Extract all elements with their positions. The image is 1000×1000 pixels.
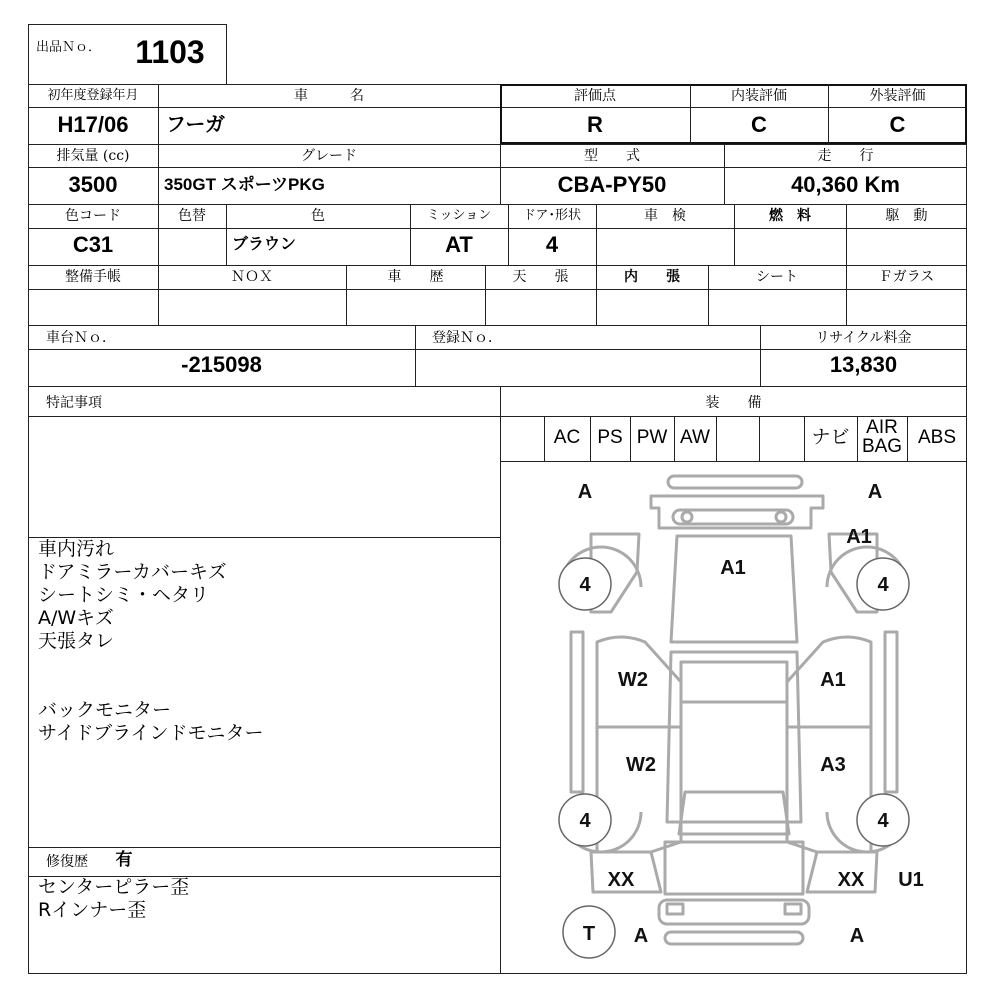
lot-label: 出品Ｎｏ．: [36, 40, 102, 55]
inspection-label: 車 検: [644, 208, 686, 224]
first-reg-label: 初年度登録年月: [47, 88, 139, 103]
repair-notes: [38, 876, 498, 922]
exterior-label: 外装評価: [869, 88, 926, 104]
inner-label: 内 張: [624, 269, 680, 285]
roof-label: 天 張: [512, 269, 569, 285]
first-reg-value: H17/06: [57, 112, 129, 137]
mark-rear-bumper-left: A: [633, 925, 649, 947]
equip-pw: PW: [636, 427, 668, 448]
mark-rear-wheel-right: 4: [877, 810, 889, 832]
remarks-line: [38, 653, 498, 676]
repaint-label: 色替: [178, 208, 206, 224]
remarks-line: 車内汚れ: [38, 538, 115, 560]
displacement-value: 3500: [68, 172, 118, 197]
history-label: 車 歴: [387, 269, 444, 285]
model-value: CBA-PY50: [557, 172, 667, 197]
remarks-line: A/Wキズ: [38, 607, 114, 629]
color-value: ブラウン: [232, 236, 297, 253]
repair-value: 有: [115, 850, 133, 870]
equip-abs: ABS: [917, 427, 957, 448]
remarks-line: [38, 676, 498, 699]
chassis-label: 車台Ｎｏ．: [46, 330, 116, 346]
remarks-line: シートシミ・ヘタリ: [38, 584, 210, 606]
score-label: 評価点: [574, 88, 616, 104]
color-code-value: C31: [72, 232, 114, 257]
mark-front-door-left: W2: [618, 669, 648, 691]
equip-ps: PS: [597, 427, 623, 448]
equip-navi: ナビ: [811, 427, 850, 448]
mark-hood: A1: [720, 557, 746, 579]
door-value: 4: [545, 232, 559, 257]
equipment-label: 装 備: [705, 395, 762, 411]
nox-label: ＮＯＸ: [231, 269, 273, 285]
repair-label: 修復歴: [46, 854, 88, 870]
mark-front-bumper-right: A: [867, 481, 883, 503]
mark-rear-door-right: A3: [820, 754, 846, 776]
car-name-label: 車 名: [294, 88, 364, 104]
remarks-line: バックモニター: [38, 699, 172, 721]
interior-value: C: [751, 112, 767, 137]
equip-airbag: AIR BAG: [861, 417, 903, 457]
mark-rear-fender-right: XX: [837, 869, 865, 891]
mission-value: AT: [445, 232, 473, 257]
mark-front-fender-right: A1: [846, 526, 872, 548]
model-label: 型 式: [584, 148, 640, 164]
car-diagram: [501, 462, 967, 974]
mark-front-bumper-left: A: [577, 481, 593, 503]
remarks-notes: [38, 538, 498, 745]
mark-front-door-right: A1: [820, 669, 846, 691]
color-label: 色: [311, 208, 325, 224]
score-value: R: [587, 112, 603, 137]
fglass-label: Ｆガラス: [878, 269, 935, 285]
mark-rear-fender-left: XX: [607, 869, 635, 891]
drive-label: 駆 動: [885, 208, 928, 224]
equip-ac: AC: [553, 427, 581, 448]
mark-front-wheel-right: 4: [877, 574, 889, 596]
lot-number: 1103: [135, 34, 205, 70]
recycle-label: リサイクル料金: [815, 330, 912, 346]
mark-rear-bumper-right: A: [849, 925, 865, 947]
remarks-line: サイドブラインドモニター: [38, 722, 264, 744]
chassis-value: -215098: [181, 352, 262, 377]
grade-value: 350GT スポーツPKG: [164, 175, 325, 194]
mark-rear-door-left: W2: [626, 754, 656, 776]
color-code-label: 色コード: [65, 208, 121, 224]
exterior-value: C: [889, 112, 906, 137]
seat-label: シート: [756, 269, 798, 285]
car-name-value: フーガ: [166, 114, 225, 136]
recycle-value: 13,830: [829, 352, 898, 377]
interior-label: 内装評価: [731, 88, 787, 104]
repair-line: センターピラー歪: [38, 876, 190, 898]
mileage-label: 走 行: [817, 148, 874, 164]
mark-rear-quarter-right: U1: [898, 869, 924, 891]
mileage-value: 40,360 Km: [791, 172, 900, 197]
door-label: ドア･形状: [522, 208, 582, 223]
remarks-line: ドアミラーカバーキズ: [38, 561, 227, 583]
displacement-label: 排気量 (cc): [56, 148, 130, 164]
mark-front-wheel-left: 4: [579, 574, 591, 596]
repair-line: Rインナー歪: [38, 899, 147, 921]
mark-rear-wheel-left: 4: [579, 810, 591, 832]
remarks-line: 天張タレ: [38, 630, 115, 652]
grade-label: グレード: [301, 148, 357, 164]
reg-label: 登録Ｎｏ．: [432, 330, 502, 346]
equip-aw: AW: [680, 427, 710, 448]
maintenance-label: 整備手帳: [65, 269, 121, 285]
fuel-label: 燃 料: [769, 208, 811, 224]
remarks-label: 特記事項: [46, 395, 102, 411]
mark-tire: T: [582, 923, 596, 945]
mission-label: ミッション: [426, 208, 492, 223]
